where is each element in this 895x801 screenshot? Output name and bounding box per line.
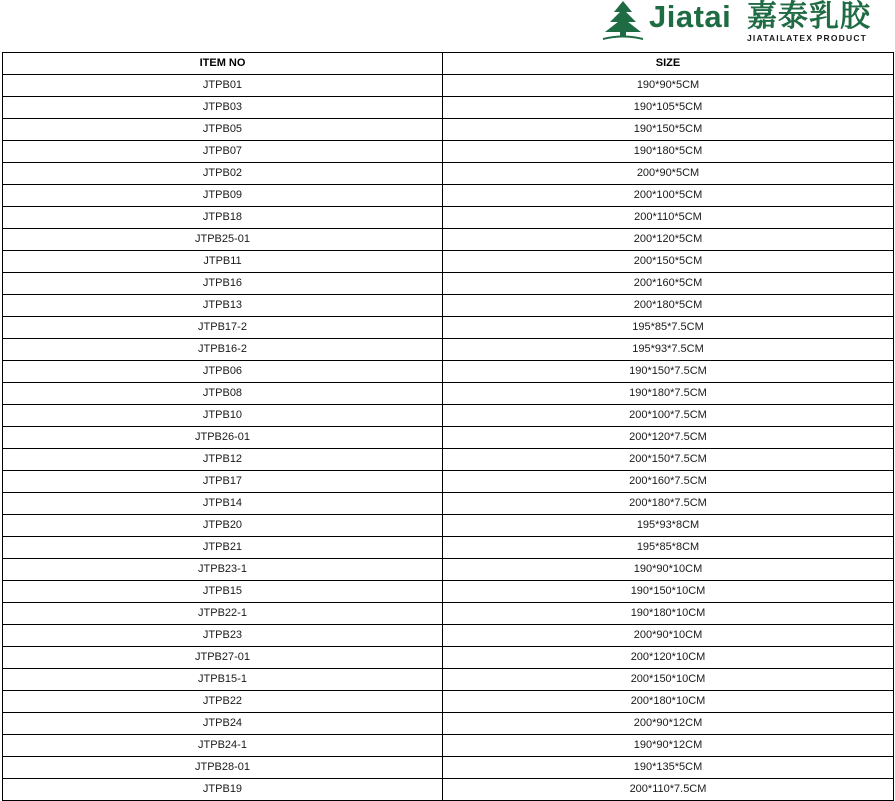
table-row xyxy=(3,735,894,757)
size-cell: 200*90*12CM xyxy=(443,713,894,735)
item-no-cell: JTPB19 xyxy=(3,779,443,801)
item-no-cell: JTPB01 xyxy=(3,75,443,97)
page-header xyxy=(0,0,895,50)
size-cell: 190*150*10CM xyxy=(443,581,894,603)
item-no-cell: JTPB17 xyxy=(3,471,443,493)
table-row xyxy=(3,471,894,493)
item-no-cell: JTPB15 xyxy=(3,581,443,603)
table-row xyxy=(3,119,894,141)
size-cell: 190*90*12CM xyxy=(443,735,894,757)
table-body xyxy=(3,75,894,801)
logo-wordmark: Jiatai xyxy=(649,0,732,34)
size-cell: 200*120*5CM xyxy=(443,229,894,251)
table-row xyxy=(3,515,894,537)
item-no-cell: JTPB12 xyxy=(3,449,443,471)
table-row xyxy=(3,141,894,163)
logo-tagline: JIATAILATEX PRODUCT xyxy=(747,33,868,43)
item-no-cell: JTPB25-01 xyxy=(3,229,443,251)
size-cell: 195*85*8CM xyxy=(443,537,894,559)
item-no-cell: JTPB13 xyxy=(3,295,443,317)
size-cell: 200*180*5CM xyxy=(443,295,894,317)
table-row xyxy=(3,339,894,361)
table-row xyxy=(3,163,894,185)
table-row xyxy=(3,581,894,603)
size-cell: 200*160*7.5CM xyxy=(443,471,894,493)
size-cell: 200*120*10CM xyxy=(443,647,894,669)
item-no-cell: JTPB18 xyxy=(3,207,443,229)
table-row xyxy=(3,713,894,735)
size-cell: 200*90*10CM xyxy=(443,625,894,647)
item-no-cell: JTPB08 xyxy=(3,383,443,405)
item-no-cell: JTPB24 xyxy=(3,713,443,735)
table-row xyxy=(3,185,894,207)
item-no-cell: JTPB06 xyxy=(3,361,443,383)
size-cell: 190*180*5CM xyxy=(443,141,894,163)
table-row xyxy=(3,207,894,229)
size-cell: 200*100*5CM xyxy=(443,185,894,207)
item-no-cell: JTPB11 xyxy=(3,251,443,273)
item-no-cell: JTPB26-01 xyxy=(3,427,443,449)
table-row xyxy=(3,75,894,97)
size-cell: 200*110*5CM xyxy=(443,207,894,229)
size-cell: 190*150*5CM xyxy=(443,119,894,141)
size-cell: 200*160*5CM xyxy=(443,273,894,295)
table-row xyxy=(3,757,894,779)
table-header-row xyxy=(3,53,894,75)
column-header-size: SIZE xyxy=(443,53,894,75)
size-cell: 200*100*7.5CM xyxy=(443,405,894,427)
size-cell: 200*180*7.5CM xyxy=(443,493,894,515)
size-cell: 195*85*7.5CM xyxy=(443,317,894,339)
size-cell: 200*150*5CM xyxy=(443,251,894,273)
item-no-cell: JTPB22-1 xyxy=(3,603,443,625)
table-row xyxy=(3,273,894,295)
size-cell: 200*180*10CM xyxy=(443,691,894,713)
item-no-cell: JTPB03 xyxy=(3,97,443,119)
item-no-cell: JTPB28-01 xyxy=(3,757,443,779)
size-cell: 190*90*5CM xyxy=(443,75,894,97)
item-no-cell: JTPB17-2 xyxy=(3,317,443,339)
item-no-cell: JTPB16-2 xyxy=(3,339,443,361)
size-cell: 190*105*5CM xyxy=(443,97,894,119)
size-cell: 200*120*7.5CM xyxy=(443,427,894,449)
table-row xyxy=(3,669,894,691)
size-cell: 190*90*10CM xyxy=(443,559,894,581)
table-row xyxy=(3,295,894,317)
item-no-cell: JTPB24-1 xyxy=(3,735,443,757)
item-no-cell: JTPB23 xyxy=(3,625,443,647)
item-no-cell: JTPB15-1 xyxy=(3,669,443,691)
table-row xyxy=(3,625,894,647)
item-no-cell: JTPB14 xyxy=(3,493,443,515)
item-no-cell: JTPB07 xyxy=(3,141,443,163)
product-size-table xyxy=(2,52,894,801)
table-row xyxy=(3,779,894,801)
table-row xyxy=(3,537,894,559)
table-row xyxy=(3,647,894,669)
size-cell: 195*93*8CM xyxy=(443,515,894,537)
table-row xyxy=(3,405,894,427)
table-row xyxy=(3,251,894,273)
size-cell: 190*180*10CM xyxy=(443,603,894,625)
size-cell: 200*150*7.5CM xyxy=(443,449,894,471)
item-no-cell: JTPB10 xyxy=(3,405,443,427)
table-row xyxy=(3,427,894,449)
table-row xyxy=(3,559,894,581)
item-no-cell: JTPB22 xyxy=(3,691,443,713)
table-row xyxy=(3,383,894,405)
item-no-cell: JTPB16 xyxy=(3,273,443,295)
table-row xyxy=(3,229,894,251)
size-cell: 190*135*5CM xyxy=(443,757,894,779)
table-row xyxy=(3,361,894,383)
table-row xyxy=(3,691,894,713)
item-no-cell: JTPB09 xyxy=(3,185,443,207)
table-row xyxy=(3,317,894,339)
item-no-cell: JTPB02 xyxy=(3,163,443,185)
table-row xyxy=(3,449,894,471)
item-no-cell: JTPB20 xyxy=(3,515,443,537)
size-cell: 200*150*10CM xyxy=(443,669,894,691)
table-row xyxy=(3,603,894,625)
column-header-item-no: ITEM NO xyxy=(3,53,443,75)
size-cell: 190*180*7.5CM xyxy=(443,383,894,405)
size-cell: 190*150*7.5CM xyxy=(443,361,894,383)
item-no-cell: JTPB27-01 xyxy=(3,647,443,669)
table-row xyxy=(3,493,894,515)
item-no-cell: JTPB05 xyxy=(3,119,443,141)
item-no-cell: JTPB23-1 xyxy=(3,559,443,581)
item-no-cell: JTPB21 xyxy=(3,537,443,559)
tree-logo-icon xyxy=(601,0,645,42)
table-row xyxy=(3,97,894,119)
size-cell: 200*90*5CM xyxy=(443,163,894,185)
size-cell: 195*93*7.5CM xyxy=(443,339,894,361)
size-cell: 200*110*7.5CM xyxy=(443,779,894,801)
logo-chinese-name: 嘉泰乳胶 xyxy=(747,0,871,34)
jiatai-logo xyxy=(601,0,891,46)
